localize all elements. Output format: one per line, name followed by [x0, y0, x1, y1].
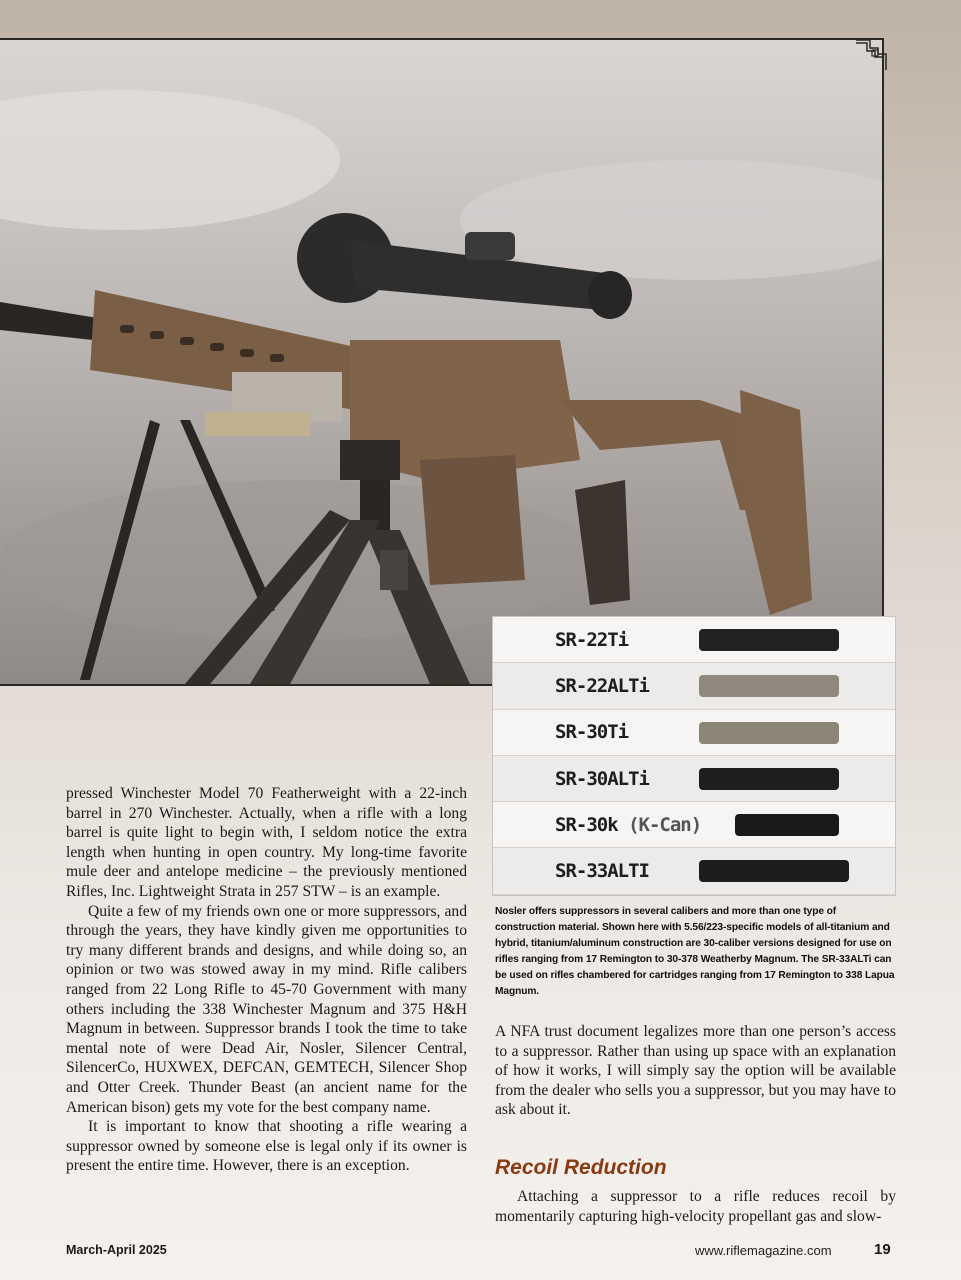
- suppressor-can: [699, 860, 849, 882]
- suppressor-can: [699, 768, 839, 790]
- paragraph: pressed Winchester Model 70 Featherweight with a 22-inch barrel in 270 Winchester. Actually, when a rifle with a long barrel is quite light to begin with, I seldom notice the extra length when hunting in open country. My long-time favorite mule deer and antelope medicine – the previously mentioned Rifles, Inc. Lightweight Strata in 257 STW – is an example.: [66, 785, 467, 900]
- suppressor-row: [493, 663, 895, 709]
- right-column-continued: [495, 1187, 896, 1226]
- suppressor-can: [699, 629, 839, 651]
- paragraph: Attaching a suppressor to a rifle reduces recoil by momentarily capturing high-velocity propellant gas and slow-: [495, 1188, 896, 1225]
- paragraph: A NFA trust document legalizes more than one person’s access to a suppressor. Rather than using up space with an explanation of how it works, I will simply say the option will be available from the dealer who sells you a suppressor, but you may have to ask about it.: [495, 1023, 896, 1119]
- page-number: 19: [874, 1241, 891, 1258]
- issue-date: March-April 2025: [66, 1243, 167, 1257]
- right-column: [495, 1022, 896, 1120]
- model-label: SR-33ALTI: [555, 860, 649, 883]
- suppressor-row: [493, 710, 895, 756]
- suppressor-inset: [493, 617, 895, 895]
- paragraph: Quite a few of my friends own one or more suppressors, and through the years, they have kindly given me opportunities to try many different brands and designs, and while doing so, an opinion or two was stowed away in my mind. Rifle calibers ranged from 22 Long Rifle to 45-70 Government with many others including the 338 Winchester Magnum and 375 H&H Magnum in between. Suppressor brands I took the time to take mental note of were Dead Air, Nosler, Silencer Central, SilencerCo, HUXWEX, DEFCAN, GEMTECH, Silencer Shop and Otter Creek. Thunder Beast (an ancient name for the American bison) gets my vote for the best company name.: [66, 902, 467, 1116]
- photo-caption: Nosler offers suppressors in several calibers and more than one type of construction material. Shown here with 5.56/223-specific models of all-titanium and hybrid, titanium/aluminum construction are 30-caliber versions designed for use on rifles ranging from 17 Remington to 30-378 Weatherby Magnum. The SR-33ALTi can be used on rifles chambered for cartridges ranging from 17 Remington to 338 Lapua Magnum.: [495, 906, 895, 997]
- frame-corner-ornament: [856, 38, 890, 72]
- model-label: SR-22Ti: [555, 628, 629, 651]
- model-label: SR-30Ti: [555, 721, 629, 744]
- rifle-illustration: [0, 40, 882, 684]
- model-label: SR-30k (K-Can): [555, 813, 702, 836]
- suppressor-row: [493, 848, 895, 894]
- suppressor-row: [493, 756, 895, 802]
- left-column: [66, 784, 467, 1176]
- suppressor-can: [699, 675, 839, 697]
- paragraph: It is important to know that shooting a rifle wearing a suppressor owned by someone else is legal only if its owner is present the entire time. However, there is an exception.: [66, 1118, 467, 1175]
- suppressor-row: [493, 617, 895, 663]
- website-url: www.riflemagazine.com: [695, 1243, 832, 1258]
- model-label: SR-22ALTi: [555, 674, 649, 697]
- suppressor-row: [493, 802, 895, 848]
- section-heading: Recoil Reduction: [495, 1156, 667, 1179]
- model-label: SR-30ALTi: [555, 767, 649, 790]
- suppressor-can: [699, 722, 839, 744]
- suppressor-can: [735, 814, 839, 836]
- rifle-photo: [0, 38, 884, 686]
